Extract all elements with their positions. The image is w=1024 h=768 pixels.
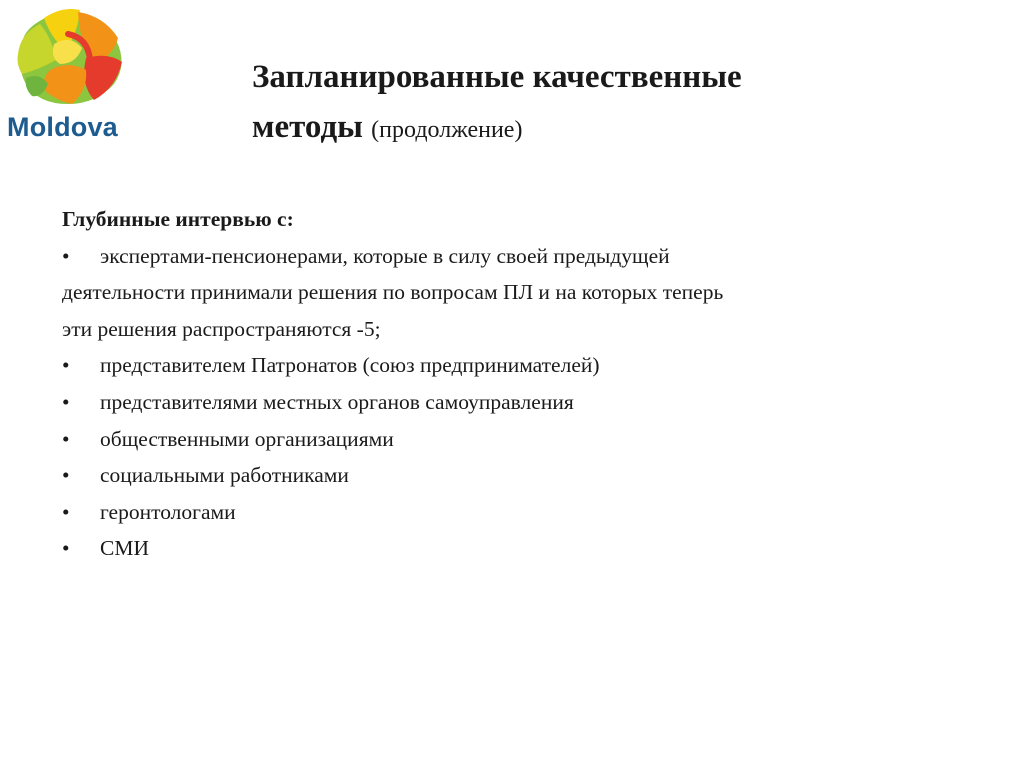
content-heading: Глубинные интервью с: xyxy=(62,207,294,231)
title-subtitle: (продолжение) xyxy=(371,117,523,143)
list-item-continuation: деятельности принимали решения по вопросам ПЛ и на которых теперь xyxy=(62,280,724,305)
list-item xyxy=(62,421,962,458)
list-item xyxy=(62,384,962,421)
list-item-continuation: эти решения распространяются -5; xyxy=(62,316,381,341)
bullet-icon: • xyxy=(62,536,70,561)
list-item xyxy=(62,530,962,567)
list-item xyxy=(62,457,962,494)
bullet-icon: • xyxy=(62,499,70,524)
bullet-icon: • xyxy=(62,463,70,488)
list-item-text: общественными организациями xyxy=(100,426,394,451)
logo-text: Moldova xyxy=(7,112,118,142)
list-item xyxy=(62,347,962,384)
slide-title xyxy=(252,52,952,155)
list-item-text: представителем Патронатов (союз предпринимателей) xyxy=(100,353,600,378)
list-item-text: СМИ xyxy=(100,536,149,561)
list-item-text: экспертами-пенсионерами, которые в силу своей предыдущей xyxy=(100,243,670,268)
moldova-flower-icon xyxy=(4,4,136,112)
title-line-2 xyxy=(252,102,952,155)
slide-content xyxy=(62,201,962,567)
list-item-text: социальными работниками xyxy=(100,463,349,488)
title-line-1: Запланированные качественные xyxy=(252,59,742,95)
list-item xyxy=(62,238,962,275)
bullet-icon: • xyxy=(62,426,70,451)
bullet-icon: • xyxy=(62,353,70,378)
bullet-icon: • xyxy=(62,243,70,268)
moldova-logo xyxy=(4,4,136,144)
list-item xyxy=(62,494,962,531)
title-main-word: методы xyxy=(252,109,363,145)
bullet-icon: • xyxy=(62,389,70,414)
list-item-text: представителями местных органов самоуправления xyxy=(100,389,574,414)
list-item-text: геронтологами xyxy=(100,499,236,524)
